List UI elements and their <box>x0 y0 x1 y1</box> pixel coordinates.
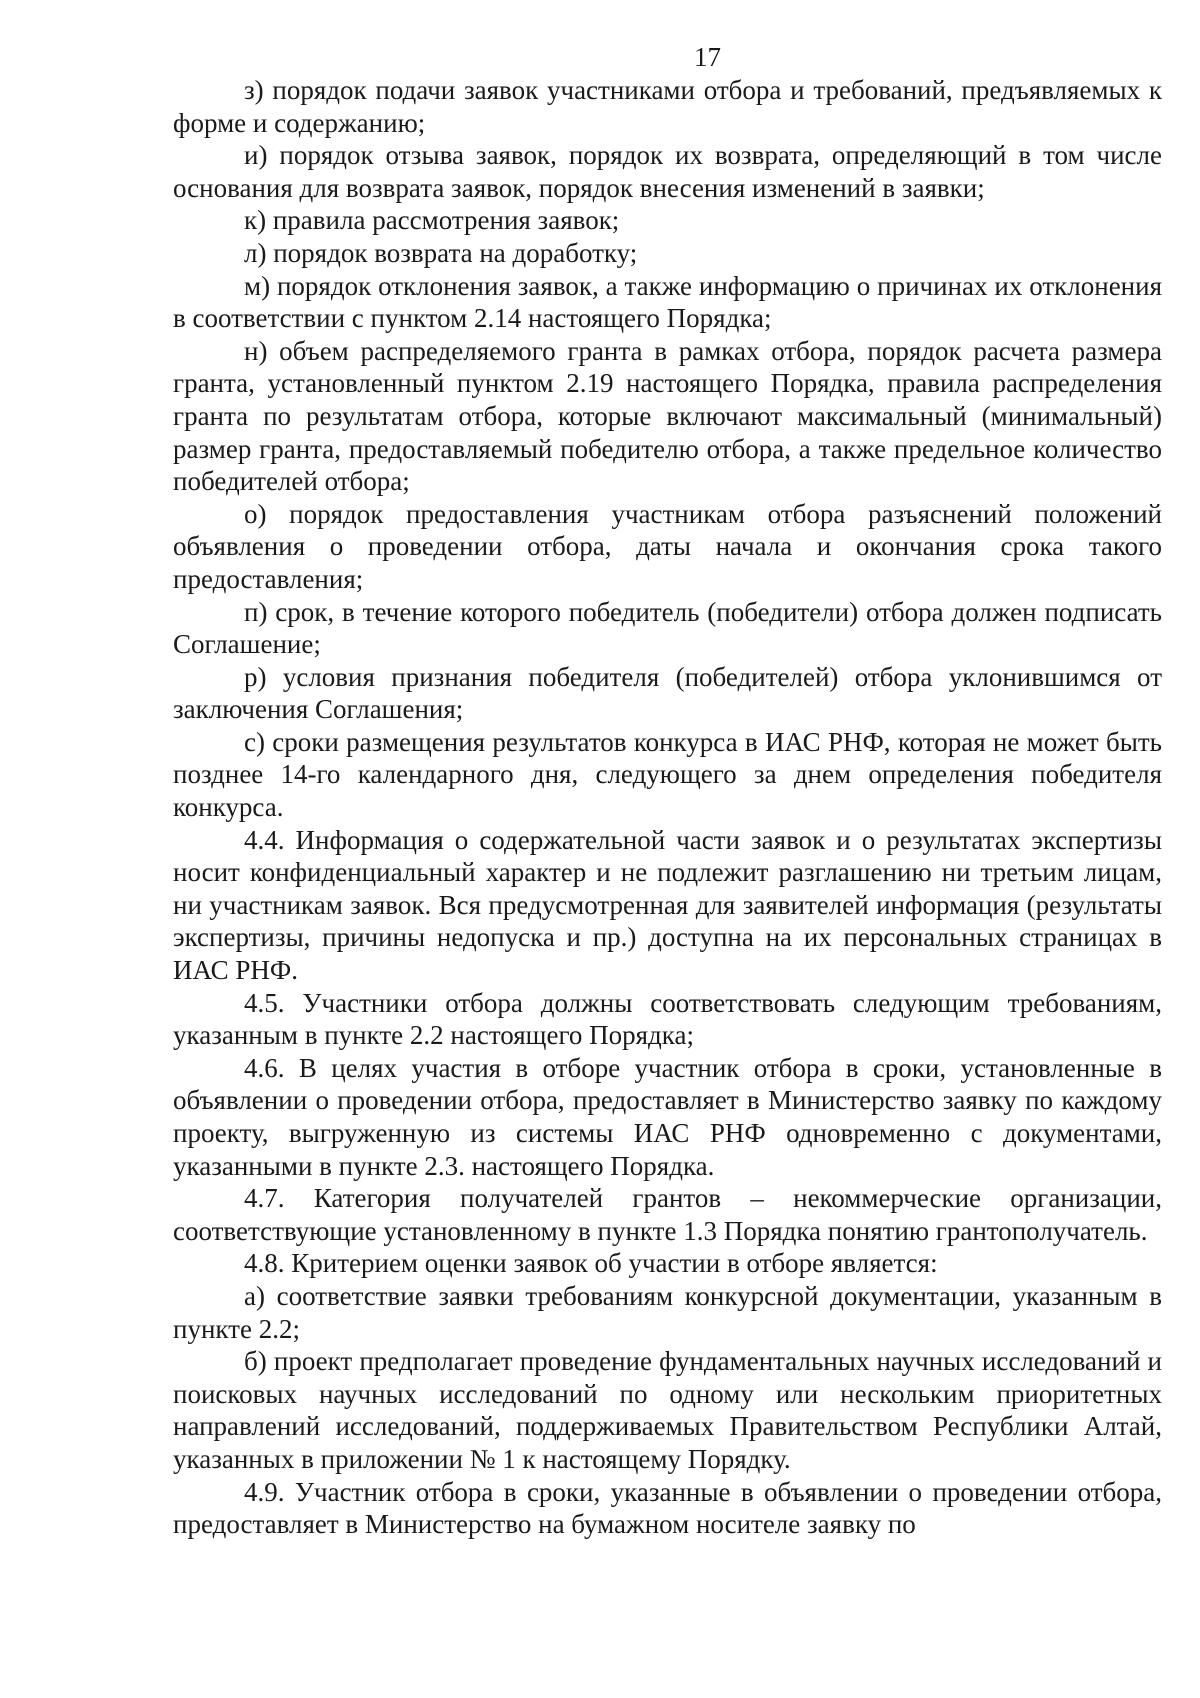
paragraph-o-clarifications: о) порядок предоставления участникам отбора разъяснений положений объявления о проведении отбора, даты начала и окончания срока такого предоставления; <box>173 498 1162 594</box>
paragraph-l-return-for-revision: л) порядок возврата на доработку; <box>244 237 638 268</box>
paragraph-z-submission-order: з) порядок подачи заявок участниками отбора и требований, предъявляемых к форме и содержанию; <box>173 75 1162 138</box>
paragraph-p-signing-deadline: п) срок, в течение которого победитель (победители) отбора должен подписать Соглашение; <box>173 596 1162 660</box>
paragraph-4-4-confidentiality: 4.4. Информация о содержательной части заявок и о результатах экспертизы носит конфиденциальный характер и не подлежит разглашению ни третьим лицам, ни участникам заявок. Вся предусмотренная для заявителей информация (результаты экспертизы, причины недопуска и пр.) доступна на их персональных страницах в ИАС РНФ. <box>173 824 1162 986</box>
paragraph-4-9-paper-submission: 4.9. Участник отбора в сроки, указанные в объявлении о проведении отбора, предоставляет в Министерство на бумажном носителе заявку по <box>173 1476 1162 1540</box>
paragraph-4-5-requirements: 4.5. Участники отбора должны соответствовать следующим требованиям, указанным в пункте 2.2 настоящего Порядка; <box>173 987 1162 1051</box>
page-number-text: 17 <box>694 42 721 72</box>
paragraph-s-results-publication: с) сроки размещения результатов конкурса в ИАС РНФ, которая не может быть позднее 14-го календарного дня, следующего за днем определения победителя конкурса. <box>173 726 1162 823</box>
paragraph-a-documentation-compliance: а) соответствие заявки требованиям конкурсной документации, указанным в пункте 2.2; <box>173 1280 1162 1344</box>
paragraph-k-review-rules: к) правила рассмотрения заявок; <box>244 205 620 236</box>
paragraph-r-evasion-conditions: р) условия признания победителя (победителей) отбора уклонившимся от заключения Соглашения; <box>173 661 1162 725</box>
paragraph-4-7-recipient-category: 4.7. Категория получателей грантов – некоммерческие организации, соответствующие установленному в пункте 1.3 Порядка понятию грантополучатель. <box>173 1183 1162 1246</box>
paragraph-4-8-evaluation-criterion: 4.8. Критерием оценки заявок об участии в отборе является: <box>244 1248 938 1279</box>
paragraph-i-withdrawal-order: и) порядок отзыва заявок, порядок их возврата, определяющий в том числе основания для возврата заявок, порядок внесения изменений в заявки; <box>173 140 1162 203</box>
page-number <box>173 40 1162 74</box>
paragraph-n-grant-volume: н) объем распределяемого гранта в рамках отбора, порядок расчета размера гранта, установленный пунктом 2.19 настоящего Порядка, правила распределения гранта по результатам отбора, которые включают максимальный (минимальный) размер гранта, предоставляемый победителю отбора, а также предельное количество победителей отбора; <box>173 335 1162 497</box>
paragraph-m-rejection-order: м) порядок отклонения заявок, а также информацию о причинах их отклонения в соответствии с пунктом 2.14 настоящего Порядка; <box>173 270 1162 334</box>
paragraph-4-6-application-submission: 4.6. В целях участия в отборе участник отбора в сроки, установленные в объявлении о проведении отбора, предоставляет в Министерство заявку по каждому проекту, выгруженную из системы ИАС РНФ одновременно с документами, указанными в пункте 2.3. настоящего Порядка. <box>173 1052 1162 1181</box>
paragraph-b-research-directions: б) проект предполагает проведение фундаментальных научных исследований и поисковых научных исследований по одному или нескольким приоритетных направлений исследований, поддерживаемых Правительством Республики Алтай, указанных в приложении № 1 к настоящему Порядку. <box>173 1346 1162 1474</box>
